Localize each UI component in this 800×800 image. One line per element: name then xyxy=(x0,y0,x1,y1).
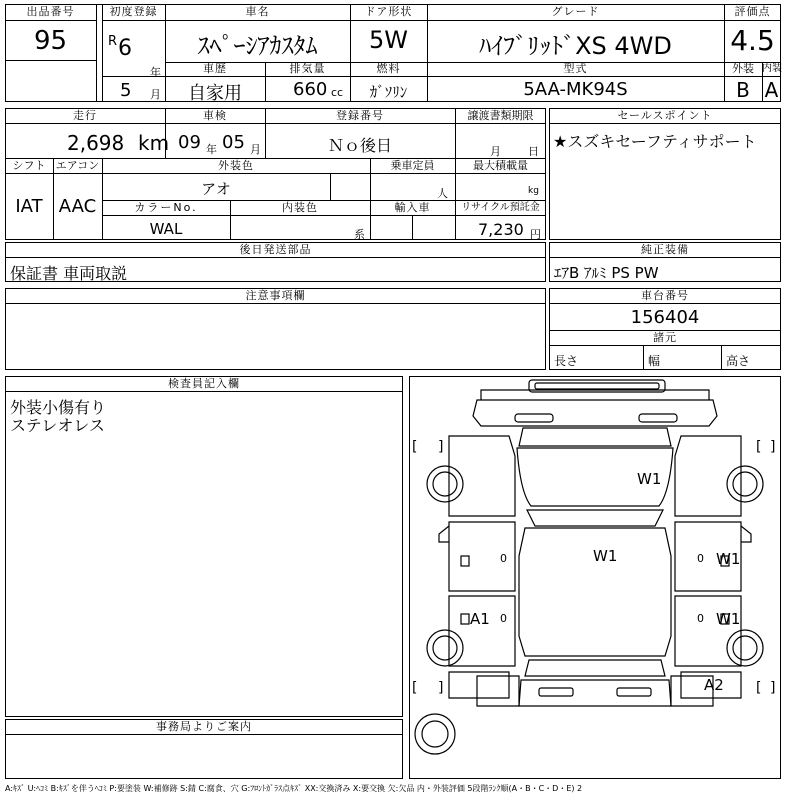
width-label: 幅 xyxy=(648,354,661,368)
mark-right-door-rear: W1 xyxy=(716,610,741,628)
displacement-label: 排気量 xyxy=(289,62,326,75)
mark-roof: W1 xyxy=(593,547,618,565)
sales-point-box xyxy=(549,108,781,240)
chassis-number-label: 車台番号 xyxy=(641,289,689,302)
mark-right-front-zero: 0 xyxy=(697,552,704,565)
color-number-value: WAL xyxy=(149,220,183,238)
sales-point-label: セールスポイント xyxy=(617,109,713,122)
transfer-deadline-label: 譲渡書類期限 xyxy=(467,109,534,122)
legend: A:ｷｽﾞ U:ﾍｺﾐ B:ｷｽﾞを伴うﾍｺﾐ P:要塗装 W:補修跡 S:錆 C:腐食、穴 G:ﾌﾛﾝﾄｶﾞﾗｽ点ｷｽﾞ XX:交換済み X:要交換 欠:欠品 内・外装評価 5段階ﾗﾝｸ順(A・B・C・D・E) 2 xyxy=(5,784,583,793)
recycle-unit: 円 xyxy=(530,228,541,241)
inspector-note-1: 外装小傷有り xyxy=(10,398,107,417)
first-registration-label: 初度登録 xyxy=(109,5,158,18)
model-value: 5AA-MK94S xyxy=(523,79,628,100)
exterior-color-label: 外装色 xyxy=(218,159,254,172)
era-letter: R xyxy=(108,34,118,49)
exterior-grade: B xyxy=(736,78,750,102)
height-label: 高さ xyxy=(726,354,751,368)
mark-right-rear: A2 xyxy=(704,676,724,694)
interior-color-unit: 系 xyxy=(354,228,365,241)
door-type: 5W xyxy=(369,26,408,54)
mark-right-door-front: W1 xyxy=(716,550,741,568)
car-diagram xyxy=(409,376,781,779)
mark-left-door-rear: 0 xyxy=(500,612,507,625)
transfer-day-unit: 日 xyxy=(528,145,539,158)
chassis-number: 156404 xyxy=(630,307,700,328)
mark-right-rear-zero: 0 xyxy=(697,612,704,625)
mark-hood: W1 xyxy=(637,470,662,488)
bracket-left-top: [ xyxy=(412,439,418,455)
bracket-right-top: [ xyxy=(756,439,762,455)
inspection-month-unit: 月 xyxy=(250,143,261,156)
registration-number: Ｎｏ後日 xyxy=(327,136,392,155)
interior-grade: A xyxy=(764,78,779,102)
color-number-label: カラーNo. xyxy=(134,201,198,214)
aircon-label: エアコン xyxy=(55,159,100,172)
lot-number-label: 出品番号 xyxy=(26,5,75,18)
month-unit: 月 xyxy=(150,88,161,101)
recycle-label: リサイクル預託金 xyxy=(461,202,540,213)
interior-color-label: 内装色 xyxy=(282,201,318,214)
bracket-right-bottom-close: ] xyxy=(770,680,776,696)
shift-label: シフト xyxy=(12,159,46,172)
bracket-left-bottom-close: ] xyxy=(438,680,444,696)
length-label: 長さ xyxy=(554,354,579,368)
transfer-month-unit: 月 xyxy=(490,145,501,158)
notes-label: 注意事項欄 xyxy=(245,289,306,302)
mark-left-front: A1 xyxy=(470,610,490,628)
max-load-label: 最大積載量 xyxy=(473,159,528,172)
exterior-color-value: アオ xyxy=(201,180,231,198)
fuel-label: 燃料 xyxy=(376,62,401,75)
bracket-left-top-close: ] xyxy=(438,439,444,455)
registration-number-label: 登録番号 xyxy=(336,109,384,122)
exterior-label: 外装 xyxy=(732,62,754,75)
office-label: 事務局よりご案内 xyxy=(156,720,252,733)
inspection-label: 車検 xyxy=(203,109,227,122)
car-name-label: 車名 xyxy=(245,5,270,18)
score-value: 4.5 xyxy=(730,24,775,57)
capacity-unit: 人 xyxy=(437,187,448,200)
inspection-year: 09 xyxy=(178,132,201,153)
year-unit: 年 xyxy=(150,66,161,79)
sales-point-value: ★スズキセーフティサポート xyxy=(553,132,757,151)
inspection-month: 05 xyxy=(222,132,245,153)
model-label: 型式 xyxy=(563,62,588,75)
history-label: 車歴 xyxy=(203,62,227,75)
interior-label: 内装 xyxy=(762,63,782,74)
registration-year: 6 xyxy=(118,36,132,61)
door-label: ドア形状 xyxy=(364,5,413,18)
later-parts-label: 後日発送部品 xyxy=(239,243,312,256)
later-parts-value: 保証書 車両取説 xyxy=(10,264,128,283)
vehicle-info-table xyxy=(5,108,546,240)
grade-value: ﾊｲﾌﾞﾘｯﾄﾞXS 4WD xyxy=(479,32,672,60)
registration-month: 5 xyxy=(120,80,132,101)
inspector-note-2: ステレオレス xyxy=(10,416,105,435)
load-unit: kg xyxy=(528,186,539,196)
bracket-left-bottom: [ xyxy=(412,680,418,696)
mark-left-door-front: 0 xyxy=(500,552,507,565)
score-label: 評価点 xyxy=(734,5,771,18)
aircon-value: AAC xyxy=(58,196,97,217)
equipment-value: ｴｱB ｱﾙﾐ PS PW xyxy=(554,264,659,282)
capacity-label: 乗車定員 xyxy=(390,159,435,172)
fuel-value: ｶﾞｿﾘﾝ xyxy=(369,83,408,101)
inspection-year-unit: 年 xyxy=(206,143,217,156)
history-value: 自家用 xyxy=(188,83,242,104)
inspector-label: 検査員記入欄 xyxy=(168,377,240,390)
grade-label: グレード xyxy=(551,5,600,18)
mileage-unit: km xyxy=(138,131,170,155)
equipment-label: 純正装備 xyxy=(641,243,689,256)
displacement-unit: cc xyxy=(331,86,344,99)
mileage-label: 走行 xyxy=(73,109,97,122)
lot-number: 95 xyxy=(33,26,68,56)
shift-value: IAT xyxy=(15,196,43,217)
import-label: 輸入車 xyxy=(394,201,431,214)
bracket-right-top-close: ] xyxy=(770,439,776,455)
mileage-value: 2,698 xyxy=(67,131,125,155)
displacement-value: 660 xyxy=(293,79,328,100)
car-name: ｽﾍﾟｰｼｱｶｽﾀﾑ xyxy=(197,32,318,60)
bracket-right-bottom: [ xyxy=(756,680,762,696)
spec-label: 諸元 xyxy=(653,331,677,344)
recycle-value: 7,230 xyxy=(478,220,524,239)
